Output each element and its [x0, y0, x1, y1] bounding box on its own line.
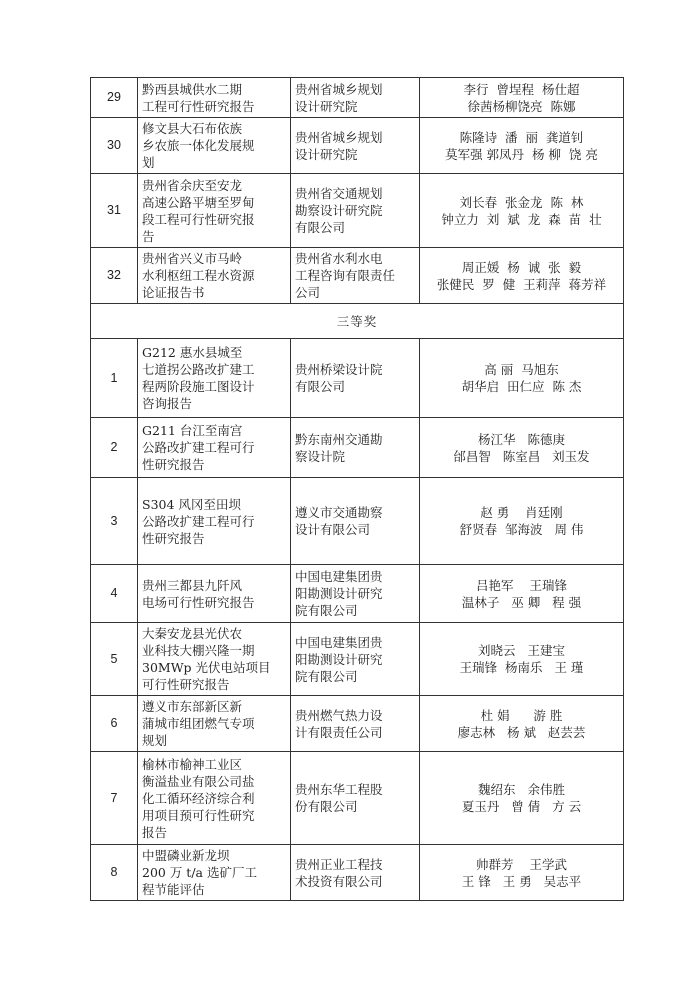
- project-name-line: G212 惠水县城至: [142, 345, 243, 360]
- personnel-line: 王瑞锋 杨南乐 王 瑾: [459, 660, 584, 675]
- personnel-line: 温林子 巫 卿 程 强: [461, 594, 582, 610]
- organization-line: 贵州桥梁设计院: [295, 362, 383, 377]
- project-name-line: 贵州省兴义市马岭: [142, 251, 243, 266]
- personnel-line: 廖志林 杨 斌 赵芸芸: [457, 724, 586, 740]
- organization-line: 勘察设计研究院: [295, 203, 383, 218]
- table-row: [91, 418, 624, 478]
- project-name: [138, 418, 291, 478]
- personnel-line: 舒贤春 邹海波 周 伟: [459, 522, 584, 537]
- row-number: 30: [91, 118, 138, 174]
- row-number: 2: [91, 418, 138, 478]
- organization-line: 贵州省水利水电: [295, 251, 383, 266]
- organization: [291, 78, 420, 118]
- table-row: [91, 623, 624, 696]
- project-name-line: 衡溢盐业有限公司盐: [142, 773, 255, 789]
- personnel-line: 杜 娟 游 胜: [480, 707, 563, 723]
- personnel-line: 周正媛 杨 诚 张 毅: [461, 259, 582, 275]
- personnel: [420, 623, 624, 696]
- personnel-line: 吕艳军 王瑞锋: [476, 577, 567, 593]
- personnel-line: 帅群芳 王学武: [476, 856, 567, 872]
- row-number: 8: [91, 845, 138, 901]
- organization: [291, 418, 420, 478]
- row-number: 29: [91, 78, 138, 118]
- project-name-line: 用项目预可行性研究: [142, 807, 255, 823]
- project-name-line: 修文县大石布依族: [142, 121, 243, 136]
- personnel-line: 魏绍东 余伟胜: [478, 782, 565, 797]
- personnel-line: 刘长春 张金龙 陈 林: [459, 194, 584, 210]
- organization-line: 设计研究院: [295, 146, 358, 162]
- personnel-line: 刘晓云 王建宝: [478, 643, 565, 658]
- project-name: [138, 339, 291, 418]
- row-number: 6: [91, 696, 138, 752]
- personnel-line: 徐茜杨柳饶亮 陈娜: [467, 98, 576, 114]
- project-name-line: 公路改扩建工程可行: [142, 440, 255, 455]
- project-name-line: 贵州三都县九阡风: [142, 577, 243, 593]
- project-name-line: G211 台江至南宫: [142, 423, 243, 438]
- project-name-line: S304 风冈至田坝: [142, 496, 241, 512]
- organization-line: 设计有限公司: [295, 522, 371, 537]
- project-name-line: 蒲城市组团燃气专项: [142, 716, 255, 731]
- project-name-line: 工程可行性研究报告: [142, 98, 255, 114]
- row-number: 1: [91, 339, 138, 418]
- project-name-line: 论证报告书: [142, 285, 205, 300]
- project-name-line: 中盟磷业新龙坝: [142, 848, 230, 863]
- organization: [291, 752, 420, 845]
- organization-line: 中国电建集团贵: [295, 634, 383, 650]
- organization-line: 察设计院: [295, 448, 346, 464]
- personnel: [420, 118, 624, 174]
- personnel: [420, 174, 624, 248]
- personnel: [420, 696, 624, 752]
- personnel-line: 莫军强 郭凤丹 杨 柳 饶 亮: [445, 146, 598, 162]
- personnel-line: 胡华启 田仁应 陈 杰: [461, 379, 582, 394]
- project-name-line: 大秦安龙县光伏农: [142, 626, 243, 641]
- organization-line: 贵州省城乡规划: [295, 81, 383, 97]
- organization: [291, 696, 420, 752]
- table-row: [91, 752, 624, 845]
- project-name-line: 公路改扩建工程可行: [142, 513, 255, 529]
- personnel-line: 高 丽 马旭东: [484, 362, 559, 377]
- organization-line: 贵州省交通规划: [295, 186, 383, 201]
- row-number: 4: [91, 565, 138, 623]
- personnel: [420, 78, 624, 118]
- personnel: [420, 478, 624, 565]
- organization-line: 工程咨询有限责任: [295, 268, 396, 283]
- project-name-line: 咨询报告: [142, 396, 193, 411]
- organization-line: 贵州燃气热力设: [295, 707, 383, 723]
- project-name-line: 遵义市东部新区新: [142, 699, 243, 714]
- table-row: [91, 845, 624, 901]
- section-title: 三等奖: [91, 304, 624, 339]
- organization: [291, 118, 420, 174]
- project-name-line: 性研究报告: [142, 530, 205, 546]
- project-name-line: 黔西县城供水二期: [142, 81, 243, 97]
- project-name: [138, 845, 291, 901]
- organization-line: 中国电建集团贵: [295, 569, 383, 584]
- organization: [291, 565, 420, 623]
- personnel: [420, 418, 624, 478]
- project-name-line: 七道拐公路改扩建工: [142, 362, 255, 377]
- organization: [291, 845, 420, 901]
- organization-line: 贵州正业工程技: [295, 856, 383, 872]
- organization-line: 有限公司: [295, 379, 346, 394]
- personnel-line: 张健民 罗 健 王莉萍 蒋芳祥: [436, 276, 607, 292]
- organization-line: 计有限责任公司: [295, 724, 383, 740]
- organization-line: 有限公司: [295, 220, 346, 235]
- organization-line: 遵义市交通勘察: [295, 505, 383, 520]
- row-number: 5: [91, 623, 138, 696]
- organization-line: 阳勘测设计研究: [295, 651, 383, 667]
- organization: [291, 623, 420, 696]
- personnel: [420, 565, 624, 623]
- organization-line: 设计研究院: [295, 98, 358, 114]
- organization: [291, 339, 420, 418]
- project-name: [138, 174, 291, 248]
- organization-line: 贵州东华工程股: [295, 782, 383, 797]
- organization: [291, 478, 420, 565]
- project-name-line: 200 万 t/a 选矿厂工: [142, 865, 257, 880]
- personnel-line: 李行 曾埕程 杨仕超: [463, 81, 580, 97]
- table-row: [91, 565, 624, 623]
- personnel-line: 赵 勇 肖廷刚: [480, 505, 563, 520]
- personnel: [420, 248, 624, 304]
- project-name-line: 化工循环经济综合利: [142, 790, 255, 806]
- project-name-line: 业科技大棚兴隆一期: [142, 643, 255, 658]
- personnel-line: 邰昌智 陈室昌 刘玉发: [453, 448, 590, 464]
- project-name-line: 程节能评估: [142, 882, 205, 897]
- project-name-line: 性研究报告: [142, 457, 205, 472]
- organization-line: 份有限公司: [295, 799, 358, 814]
- project-name: [138, 478, 291, 565]
- project-name-line: 段工程可行性研究报: [142, 211, 255, 227]
- personnel-line: 钟立力 刘 斌 龙 森 苗 壮: [441, 211, 602, 227]
- project-name-line: 可行性研究报告: [142, 677, 230, 692]
- organization: [291, 174, 420, 248]
- organization-line: 贵州省城乡规划: [295, 129, 383, 145]
- project-name: [138, 752, 291, 845]
- personnel-line: 王 锋 王 勇 吴志平: [461, 873, 582, 889]
- project-name-line: 划: [142, 155, 155, 170]
- project-name-line: 水利枢纽工程水资源: [142, 268, 255, 283]
- personnel-line: 杨江华 陈德庚: [478, 431, 565, 447]
- row-number: 3: [91, 478, 138, 565]
- project-name-line: 榆林市榆神工业区: [142, 756, 243, 772]
- organization-line: 术投资有限公司: [295, 873, 383, 889]
- project-name-line: 高速公路平塘至罗甸: [142, 194, 255, 210]
- project-name: [138, 78, 291, 118]
- project-name-line: 乡农旅一体化发展规: [142, 138, 255, 153]
- table-row: [91, 174, 624, 248]
- organization-line: 院有限公司: [295, 668, 358, 684]
- section-row: [91, 304, 624, 339]
- personnel: [420, 845, 624, 901]
- personnel: [420, 752, 624, 845]
- project-name-line: 贵州省余庆至安龙: [142, 177, 243, 193]
- personnel-line: 陈隆诗 潘 丽 龚道钊: [459, 129, 584, 145]
- project-name: [138, 696, 291, 752]
- table-row: [91, 118, 624, 174]
- project-name-line: 电场可行性研究报告: [142, 594, 255, 610]
- project-name: [138, 565, 291, 623]
- table-row: [91, 248, 624, 304]
- table-row: [91, 478, 624, 565]
- organization-line: 院有限公司: [295, 603, 358, 618]
- awards-table: [90, 77, 624, 901]
- table-row: [91, 339, 624, 418]
- organization: [291, 248, 420, 304]
- project-name-line: 报告: [142, 824, 168, 840]
- personnel: [420, 339, 624, 418]
- organization-line: 黔东南州交通勘: [295, 431, 383, 447]
- organization-line: 公司: [295, 285, 321, 300]
- project-name-line: 30MWp 光伏电站项目: [142, 660, 271, 675]
- project-name-line: 程两阶段施工图设计: [142, 379, 255, 394]
- project-name-line: 规划: [142, 733, 168, 748]
- project-name: [138, 118, 291, 174]
- project-name-line: 告: [142, 228, 155, 244]
- project-name: [138, 623, 291, 696]
- row-number: 31: [91, 174, 138, 248]
- table-row: [91, 78, 624, 118]
- table-row: [91, 696, 624, 752]
- row-number: 32: [91, 248, 138, 304]
- personnel-line: 夏玉丹 曾 倩 方 云: [461, 799, 582, 814]
- row-number: 7: [91, 752, 138, 845]
- organization-line: 阳勘测设计研究: [295, 586, 383, 601]
- project-name: [138, 248, 291, 304]
